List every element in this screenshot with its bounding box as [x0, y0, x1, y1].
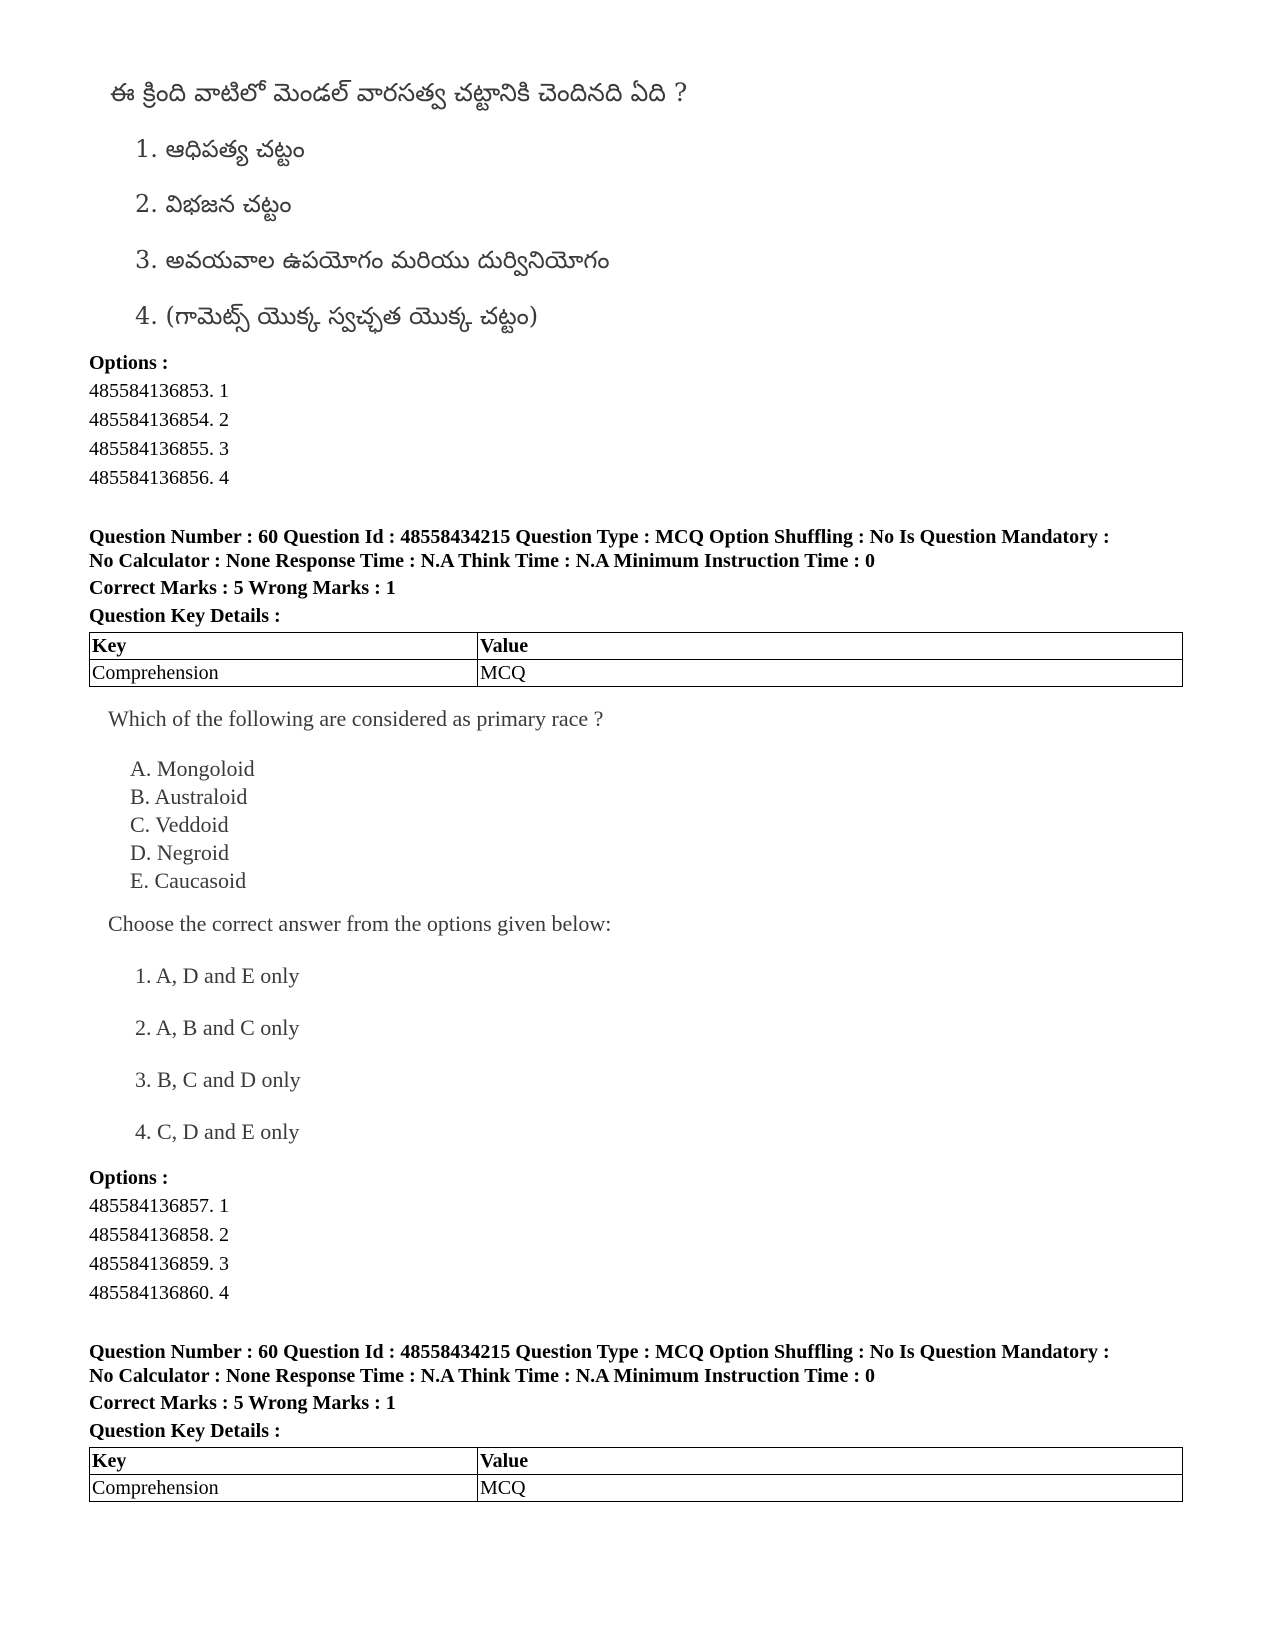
table-header-value: Value: [478, 633, 1183, 660]
choose-instruction: Choose the correct answer from the options given below:: [108, 911, 612, 936]
key-value-table-2: [89, 1447, 1183, 1502]
option-line: 485584136857. 1: [89, 1195, 229, 1217]
list-item: A. Mongoloid: [130, 756, 255, 781]
marks-line-1: Correct Marks : 5 Wrong Marks : 1: [89, 577, 396, 599]
english-question-text: Which of the following are considered as primary race ?: [108, 706, 604, 731]
list-item: D. Negroid: [130, 840, 229, 865]
list-item: E. Caucasoid: [130, 868, 247, 893]
key-details-heading-2: Question Key Details :: [89, 1420, 281, 1442]
list-item: B. Australoid: [130, 784, 248, 809]
option-line: 485584136858. 2: [89, 1224, 229, 1246]
telugu-choice-1: 1. ఆధిపత్య చట్టం: [135, 135, 305, 163]
meta-line-1: Question Number : 60 Question Id : 48558434215 Question Type : MCQ Option Shuffling : No Is Question Mandatory :: [89, 1341, 1110, 1363]
option-line: 485584136853. 1: [89, 380, 229, 402]
option-line: 485584136854. 2: [89, 409, 229, 431]
meta-line-2: No Calculator : None Response Time : N.A Think Time : N.A Minimum Instruction Time : 0: [89, 1365, 875, 1387]
telugu-question-text: ఈ క్రింది వాటిలో మెండల్ వారసత్వ చట్టానికి చెందినది ఏది ?: [110, 78, 688, 107]
table-cell-key: Comprehension: [90, 660, 478, 687]
table-cell-key: Comprehension: [90, 1475, 478, 1502]
table-header-key: Key: [90, 633, 478, 660]
english-choice-3: 3. B, C and D only: [135, 1067, 301, 1092]
key-details-heading-1: Question Key Details :: [89, 605, 281, 627]
telugu-choice-4: 4. (గామెట్స్ యొక్క స్వచ్ఛత యొక్క చట్టం): [135, 302, 539, 330]
english-choice-1: 1. A, D and E only: [135, 963, 300, 988]
options-heading-1: Options :: [89, 352, 169, 374]
list-item: C. Veddoid: [130, 812, 229, 837]
telugu-choice-3: 3. అవయవాల ఉపయోగం మరియు దుర్వినియోగం: [135, 246, 610, 274]
options-list-1: [89, 377, 229, 493]
option-line: 485584136856. 4: [89, 467, 229, 489]
english-choice-4: 4. C, D and E only: [135, 1119, 300, 1144]
option-line: 485584136860. 4: [89, 1282, 229, 1304]
option-line: 485584136859. 3: [89, 1253, 229, 1275]
meta-line-1: Question Number : 60 Question Id : 48558434215 Question Type : MCQ Option Shuffling : No Is Question Mandatory :: [89, 526, 1110, 548]
telugu-choice-2: 2. విభజన చట్టం: [135, 190, 292, 218]
option-line: 485584136855. 3: [89, 438, 229, 460]
table-header-value: Value: [478, 1448, 1183, 1475]
table-cell-value: MCQ: [478, 1475, 1183, 1502]
meta-line-2: No Calculator : None Response Time : N.A Think Time : N.A Minimum Instruction Time : 0: [89, 550, 875, 572]
question-meta-2: [89, 1340, 1110, 1388]
race-items-list: [130, 755, 255, 895]
marks-line-2: Correct Marks : 5 Wrong Marks : 1: [89, 1392, 396, 1414]
key-value-table-1: [89, 632, 1183, 687]
table-header-key: Key: [90, 1448, 478, 1475]
table-cell-value: MCQ: [478, 660, 1183, 687]
question-meta-1: [89, 525, 1110, 573]
english-choice-2: 2. A, B and C only: [135, 1015, 300, 1040]
options-heading-2: Options :: [89, 1167, 169, 1189]
options-list-2: [89, 1192, 229, 1308]
